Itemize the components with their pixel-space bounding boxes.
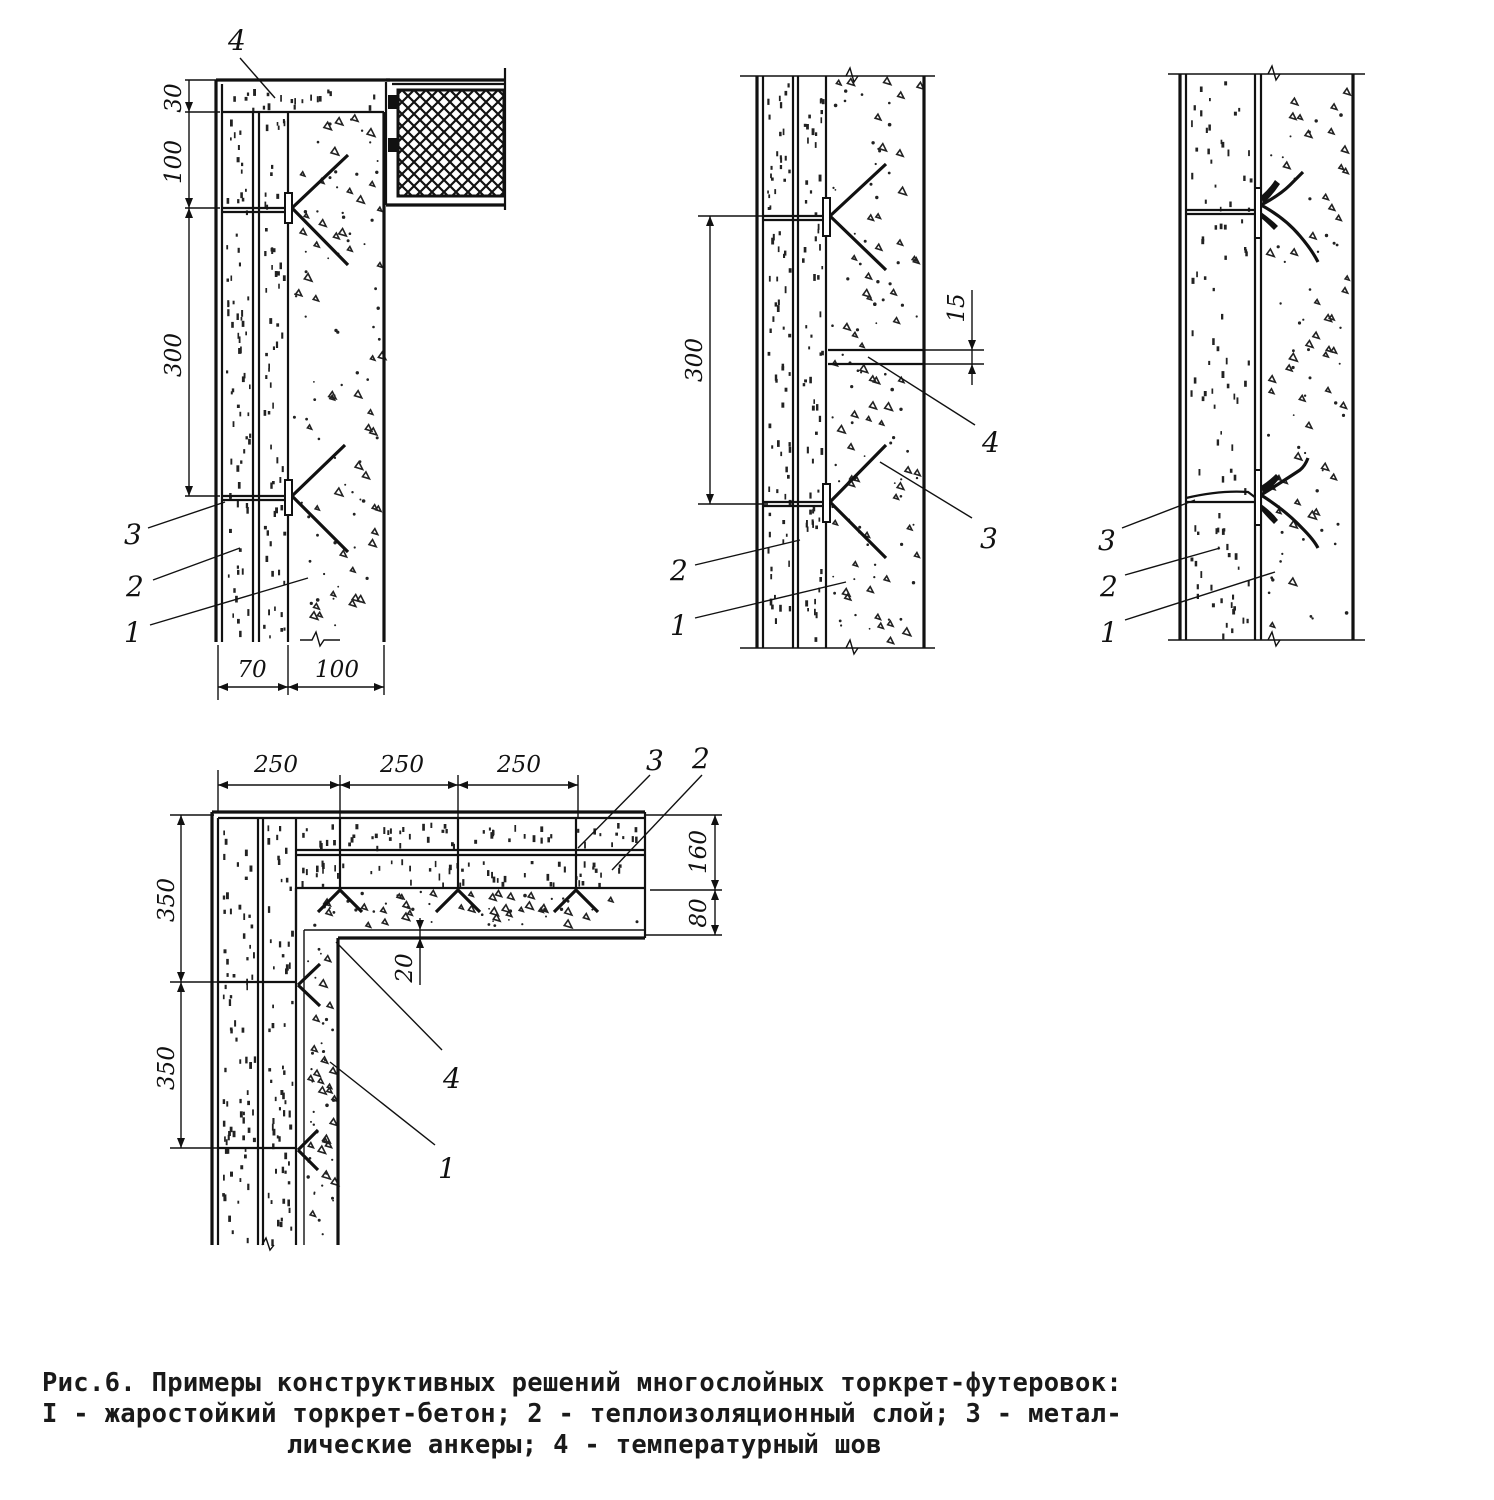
label-3: 3 — [980, 522, 998, 555]
caption-line-3: лические анкеры; 4 - температурный шов — [287, 1430, 882, 1460]
label-3: 3 — [1098, 524, 1116, 557]
dimension-300: 300 — [682, 338, 708, 382]
dimension-160: 160 — [686, 830, 712, 874]
dimension-300: 300 — [161, 333, 187, 377]
label-2: 2 — [1100, 570, 1118, 603]
figure-4-corner-lining — [154, 742, 722, 1250]
anchor — [763, 445, 886, 558]
label-2: 2 — [126, 570, 144, 603]
insulation-texture — [1191, 81, 1351, 639]
caption-line-1: Рис.6. Примеры конструктивных решений многослойных торкрет-футеровок: — [42, 1368, 1123, 1398]
label-1: 1 — [124, 616, 142, 649]
dimension-250-c: 250 — [497, 752, 541, 778]
dimension-70: 70 — [237, 657, 267, 683]
insulation-texture — [767, 77, 924, 643]
figure-caption — [42, 1368, 1482, 1461]
dimension-250-a: 250 — [254, 752, 298, 778]
dimension-350-b: 350 — [154, 1046, 180, 1090]
dimension-100-width: 100 — [315, 657, 359, 683]
label-1: 1 — [438, 1152, 456, 1185]
label-1: 1 — [1100, 616, 1118, 649]
label-4: 4 — [982, 426, 1000, 459]
dimension-30: 30 — [161, 83, 187, 113]
label-4: 4 — [443, 1062, 461, 1095]
dimension-15: 15 — [944, 293, 970, 323]
figure-1-wall-roof-junction — [124, 24, 505, 700]
dimension-100: 100 — [161, 140, 187, 184]
anchor — [1186, 172, 1318, 262]
label-3: 3 — [646, 744, 664, 777]
figure-2-wall-with-seam — [669, 68, 1000, 654]
caption-line-2: I - жаростойкий торкрет-бетон; 2 - теплоизоляционный слой; 3 - метал- — [42, 1399, 1123, 1429]
dimension-80: 80 — [686, 898, 712, 928]
label-3: 3 — [124, 518, 142, 551]
figure-3-wall-bent-anchors — [1098, 66, 1365, 649]
insulation-texture — [226, 89, 386, 638]
dimension-350-a: 350 — [154, 878, 180, 922]
anchor — [1186, 458, 1318, 548]
label-1: 1 — [670, 609, 688, 642]
label-2: 2 — [692, 742, 710, 775]
anchor — [763, 164, 886, 270]
dimension-20: 20 — [392, 953, 418, 983]
label-4: 4 — [228, 24, 246, 57]
label-2: 2 — [670, 554, 688, 587]
dimension-250-b: 250 — [380, 752, 424, 778]
